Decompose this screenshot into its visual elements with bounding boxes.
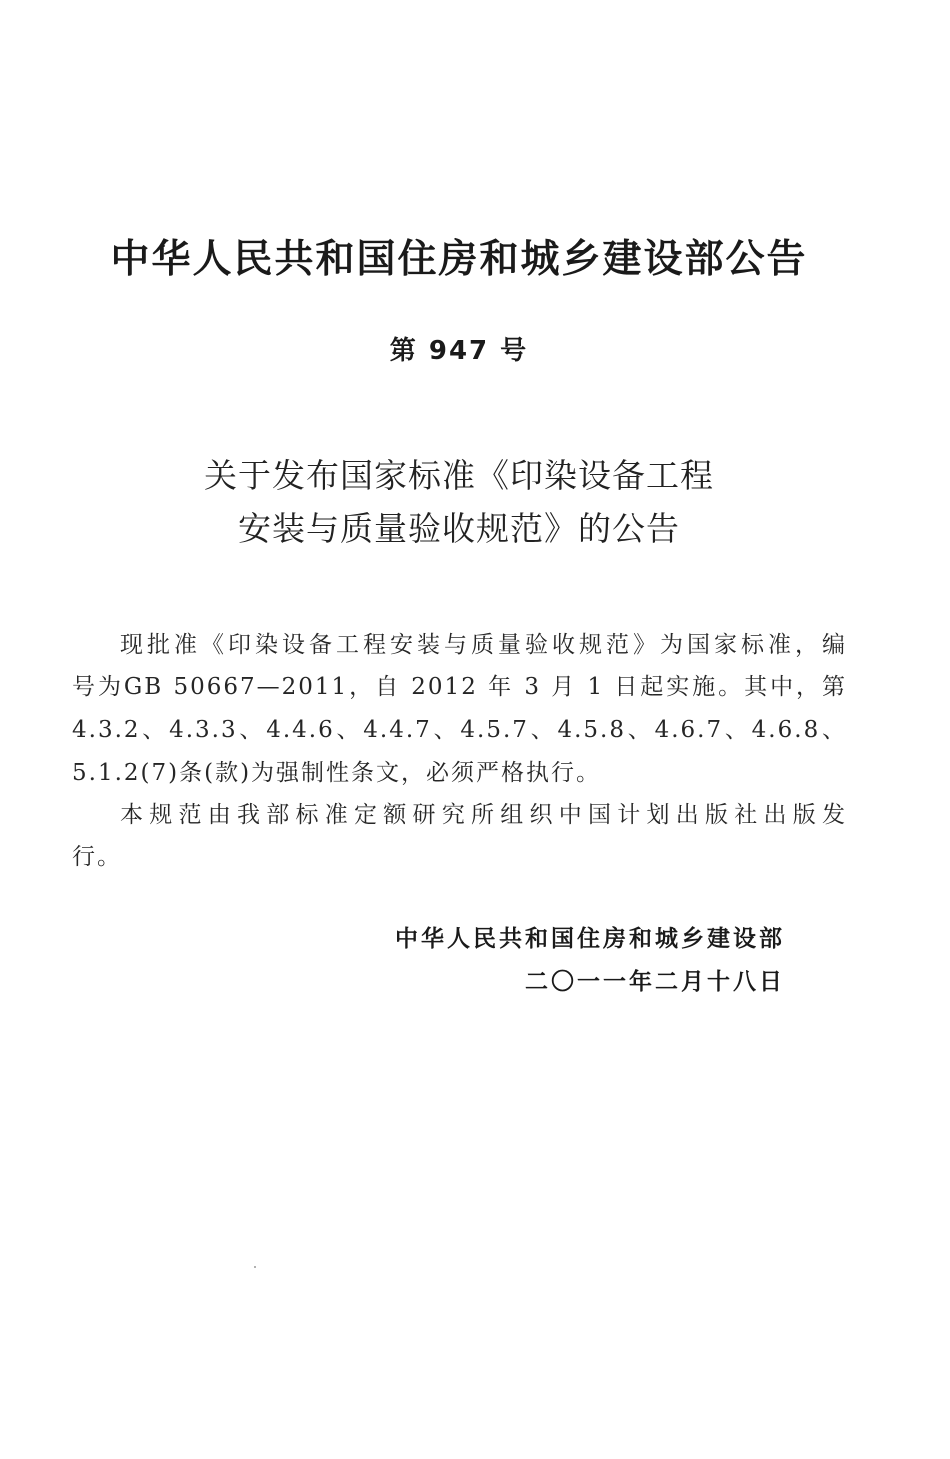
subtitle-line-1: 关于发布国家标准《印染设备工程 [204, 456, 714, 495]
announcement-title: 中华人民共和国住房和城乡建设部公告 [110, 237, 808, 282]
paragraph-1-line-2: 号为GB 50667—2011，自 2012 年 3 月 1 日起实施。其中，第 [72, 674, 847, 700]
issue-date: 二〇一一年二月十八日 [525, 969, 785, 995]
subtitle-line-2: 安装与质量验收规范》的公告 [238, 509, 680, 548]
paragraph-2-line-2: 行。 [72, 844, 122, 870]
paragraph-2-line-1: 本规范由我部标准定额研究所组织中国计划出版社出版发 [120, 802, 847, 828]
paragraph-1-line-4: 5.1.2(7)条(款)为强制性条文，必须严格执行。 [72, 760, 602, 786]
issuing-organization: 中华人民共和国住房和城乡建设部 [395, 926, 785, 952]
scan-speck [254, 1266, 256, 1268]
paragraph-1-line-1: 现批准《印染设备工程安装与质量验收规范》为国家标准，编 [120, 632, 847, 658]
notice-number: 第 947 号 [389, 336, 529, 366]
paragraph-1-line-3: 4.3.2、4.3.3、4.4.6、4.4.7、4.5.7、4.5.8、4.6.7、4.6.8、 [72, 717, 847, 743]
